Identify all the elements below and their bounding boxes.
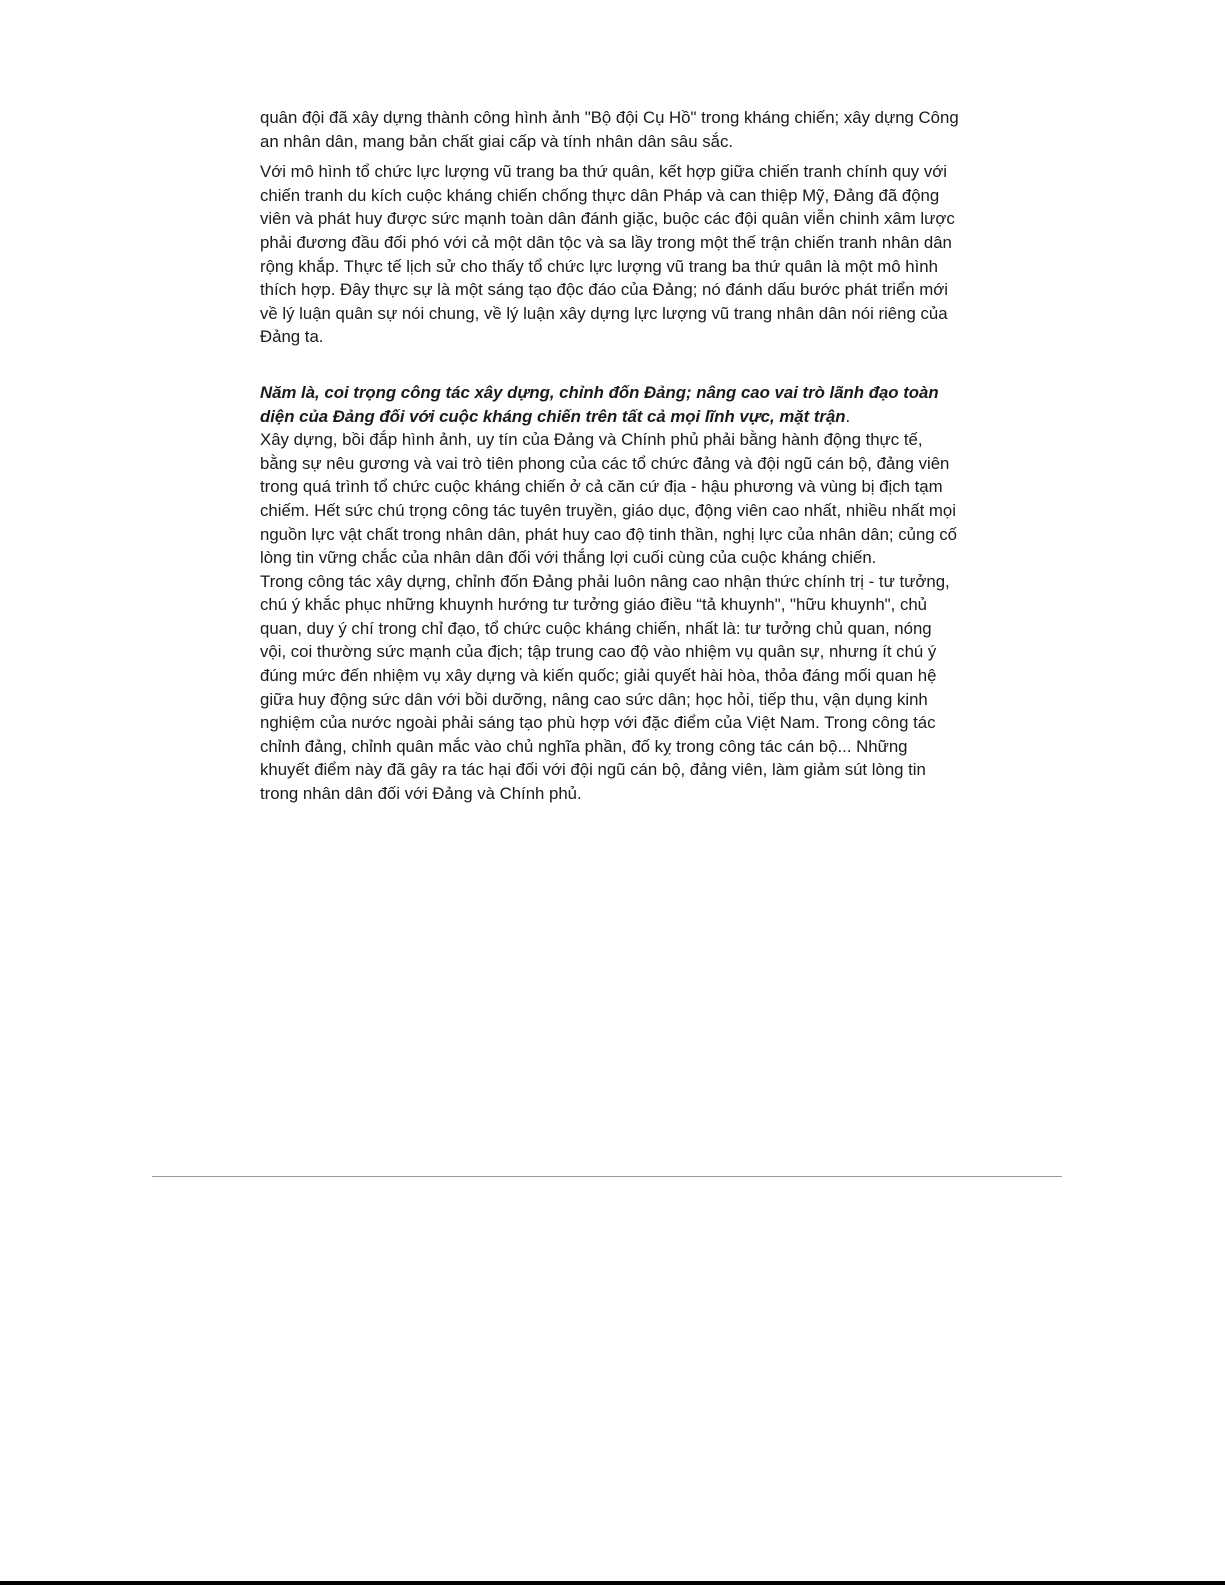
paragraph-3-heading [260,381,960,428]
paragraph-3: Xây dựng, bồi đắp hình ảnh, uy tín của Đảng và Chính phủ phải bằng hành động thực tế, bằng sự nêu gương và vai trò tiên phong của các tổ chức đảng và đội ngũ cán bộ, đảng viên trong quá trình tổ chức cuộc kháng chiến ở cả căn cứ địa - hậu phương và vùng bị địch tạm chiếm. Hết sức chú trọng công tác tuyên truyền, giáo dục, động viên cao nhất, nhiều nhất mọi nguồn lực vật chất trong nhân dân, phát huy cao độ tinh thần, nghị lực của nhân dân; củng cố lòng tin vững chắc của nhân dân đối với thắng lợi cuối cùng của cuộc kháng chiến. [260,430,958,568]
section-lead-period: . [845,406,851,426]
document-body [260,106,960,806]
bottom-edge-bar [0,1581,1225,1585]
paragraph-1: quân đội đã xây dựng thành công hình ảnh "Bộ đội Cụ Hồ" trong kháng chiến; xây dựng Công an nhân dân, mang bản chất giai cấp và tính nhân dân sâu sắc. [260,108,959,151]
paragraph-4: Trong công tác xây dựng, chỉnh đốn Đảng phải luôn nâng cao nhận thức chính trị - tư tưởng, chú ý khắc phục những khuynh hướng tư tưởng giáo điều “tả khuynh", "hữu khuynh", chủ quan, duy ý chí trong chỉ đạo, tổ chức cuộc kháng chiến, nhất là: tư tưởng chủ quan, nóng vội, coi thường sức mạnh của địch; tập trung cao độ vào nhiệm vụ quân sự, nhưng ít chú ý đúng mức đến nhiệm vụ xây dựng và kiến quốc; giải quyết hài hòa, thỏa đáng mối quan hệ giữa huy động sức dân với bồi dưỡng, nâng cao sức dân; học hỏi, tiếp thu, vận dụng kinh nghiệm của nước ngoài phải sáng tạo phù hợp với đặc điểm của Việt Nam. Trong công tác chỉnh đảng, chỉnh quân mắc vào chủ nghĩa phần, đố kỵ trong công tác cán bộ... Những khuyết điểm này đã gây ra tác hại đối với đội ngũ cán bộ, đảng viên, làm giảm sút lòng tin trong nhân dân đối với Đảng và Chính phủ. [260,571,950,804]
page-divider [152,1176,1062,1177]
paragraph-2: Với mô hình tổ chức lực lượng vũ trang ba thứ quân, kết hợp giữa chiến tranh chính quy với chiến tranh du kích cuộc kháng chiến chống thực dân Pháp và can thiệp Mỹ, Đảng đã động viên và phát huy được sức mạnh toàn dân đánh giặc, buộc các đội quân viễn chinh xâm lược phải đương đầu đối phó với cả một dân tộc và sa lầy trong một thế trận chiến tranh nhân dân rộng khắp. Thực tế lịch sử cho thấy tổ chức lực lượng vũ trang ba thứ quân là một mô hình thích hợp. Đây thực sự là một sáng tạo độc đáo của Đảng; nó đánh dấu bước phát triển mới về lý luận quân sự nói chung, về lý luận xây dựng lực lượng vũ trang nhân dân nói riêng của Đảng ta. [260,162,955,347]
section-lead: Năm là, coi trọng công tác xây dựng, chỉnh đốn Đảng; nâng cao vai trò lãnh đạo toàn diện của Đảng đối với cuộc kháng chiến trên tất cả mọi lĩnh vực, mặt trận [260,382,939,426]
